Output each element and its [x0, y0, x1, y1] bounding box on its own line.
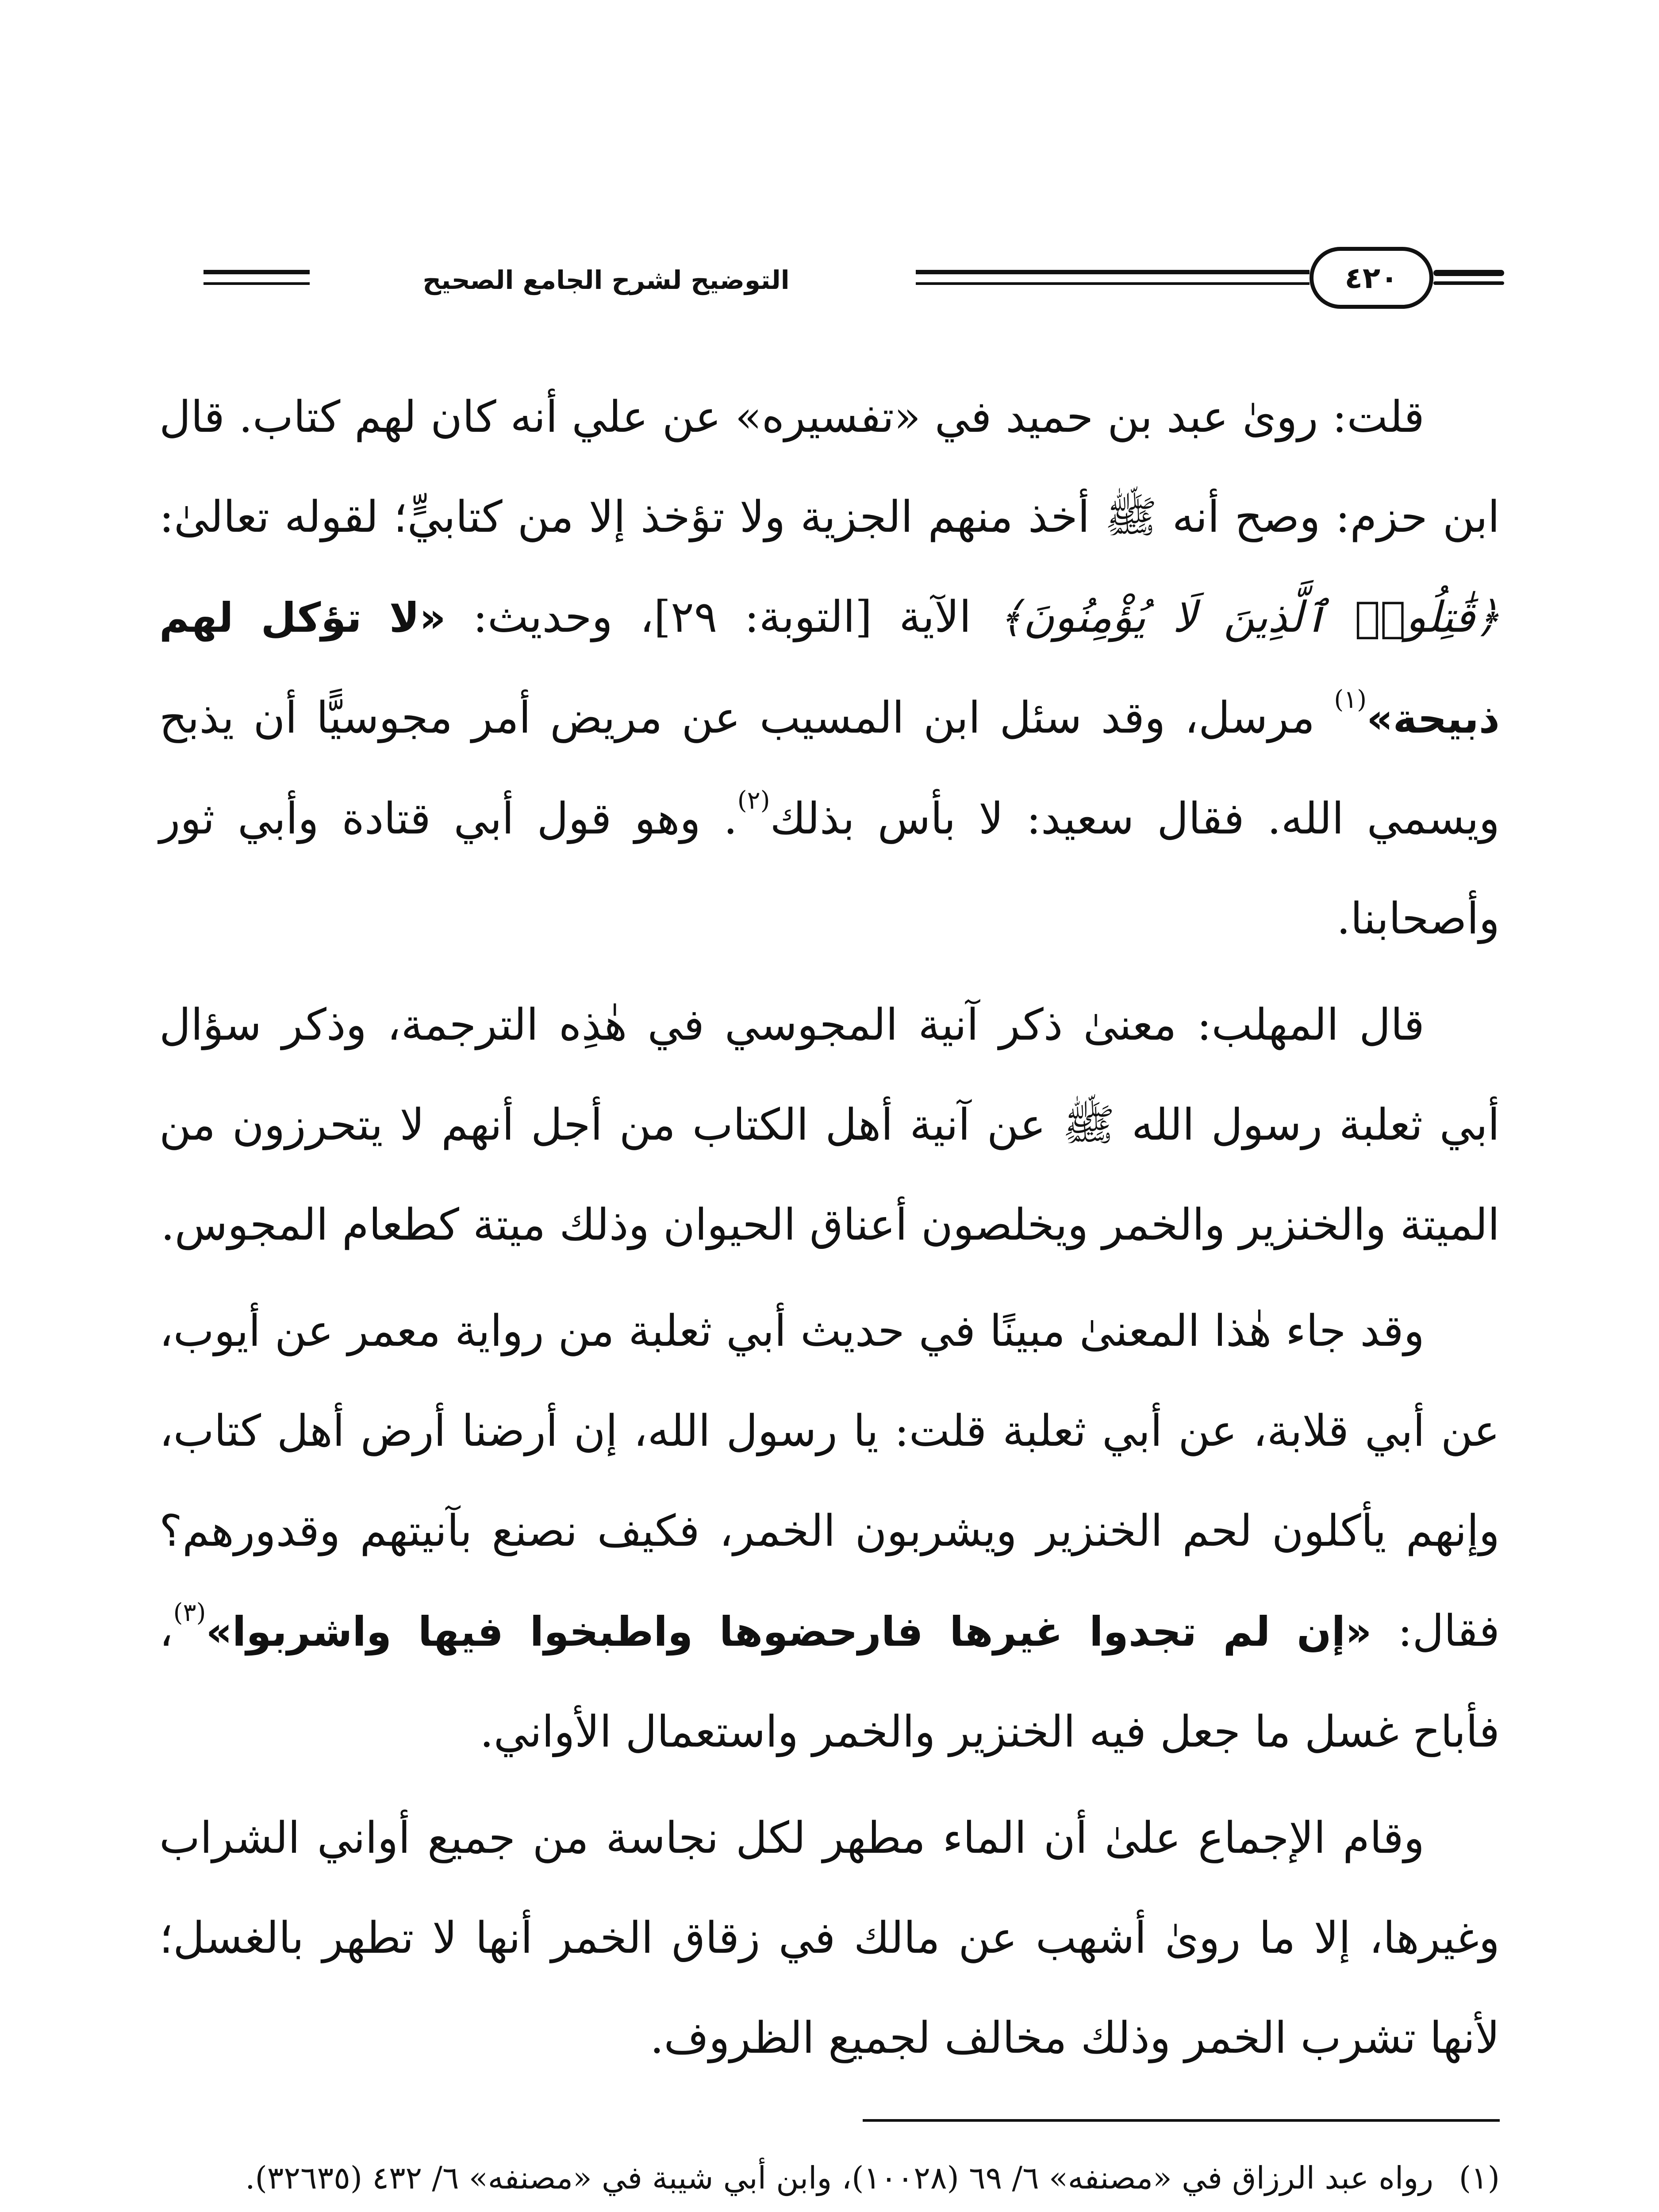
header-rule-middle-bottom [916, 282, 1310, 285]
paragraph-4: وقام الإجماع علىٰ أن الماء مطهر لكل نجاسة من جميع أواني الشراب وغيرها، إلا ما روىٰ أشهب عن مالك في زقاق الخمر أنها لا تطهر بالغسل؛ لأنها تشرب الخمر وذلك مخالف لجميع الظروف. [159, 1813, 1500, 2063]
footnote-ref-2[interactable]: (٢) [737, 786, 770, 815]
page-number: ٤٢٠ [1344, 261, 1398, 295]
paragraph-1-text-3: مرسل، وقد سئل ابن المسيب عن مريض أمر مجوسيًّا أن يذبح ويسمي الله. فقال سعيد: لا بأس بذلك [159, 693, 1500, 844]
footnote-ref-3[interactable]: (٣) [173, 1598, 206, 1627]
footnote-separator [863, 2119, 1500, 2122]
header-rule-left-top [204, 270, 310, 274]
footnote-2 [159, 2210, 1500, 2212]
paragraph-1 [159, 367, 1500, 969]
hadith-quote-2: «إن لم تجدوا غيرها فارحضوها واطبخوا فيها واشربوا» [206, 1608, 1372, 1655]
running-title: التوضيح لشرح الجامع الصحيح [422, 265, 790, 295]
paragraph-1-text: قلت: روىٰ عبد بن حميد في «تفسيره» عن علي أنه كان لهم كتاب. قال ابن حزم: وصح أنه ﷺ أخذ منهم الجزية ولا تؤخذ إلا من كتابيٍّ؛ لقوله تعالىٰ: [159, 392, 1500, 542]
paragraph-1-text-4: . وهو قول أبي قتادة وأبي ثور وأصحابنا. [159, 794, 1500, 944]
footnote-number [1447, 2210, 1500, 2212]
header-rule-left-bottom [204, 282, 310, 285]
paragraph-1-text-2: الآية [التوبة: ٢٩]، وحديث: [445, 592, 998, 642]
paragraph-3 [159, 1281, 1500, 1782]
footnotes [159, 2150, 1500, 2212]
main-text [159, 367, 1500, 2094]
hadith-quote-1: «لا تؤكل لهم ذبيحة» [159, 594, 1500, 742]
header-rule-middle-top [916, 270, 1310, 274]
footnote-number: (١) [1459, 2160, 1500, 2196]
page-number-badge [1310, 247, 1433, 309]
paragraph-3-text-2: ، فأباح غسل ما جعل فيه الخنزير والخمر واستعمال الأواني. [159, 1606, 1500, 1757]
badge-ornament-line-thin [1433, 281, 1504, 285]
footnote-text: رواه عبد الرزاق في «مصنفه» ٦/ ٦٩ (١٠٠٢٨)، وابن أبي شيبة في «مصنفه» ٦/ ٤٣٢ (٣٢٦٣٥). [245, 2160, 1433, 2196]
badge-ornament-line [1433, 270, 1504, 276]
footnote-ref-1[interactable]: (١) [1334, 685, 1367, 714]
paragraph-3-text: وقد جاء هٰذا المعنىٰ مبينًا في حديث أبي ثعلبة من رواية معمر عن أيوب، عن أبي قلابة، عن أبي ثعلبة قلت: يا رسول الله، إن أرضنا أرض أهل كتاب، وإنهم يأكلون لحم الخنزير ويشربون الخمر، فكيف نصنع بآنيتهم وقدورهم؟ فقال: [159, 1306, 1500, 1656]
footnote-1 [159, 2150, 1500, 2206]
quran-verse: ﴿قَٰتِلُوا۟ ٱلَّذِينَ لَا يُؤْمِنُونَ﴾ [998, 592, 1500, 642]
running-header [150, 239, 1504, 314]
paragraph-2: قال المهلب: معنىٰ ذكر آنية المجوسي في هٰذِه الترجمة، وذكر سؤال أبي ثعلبة رسول الله ﷺ عن آنية أهل الكتاب من أجل أنهم لا يتحرزون من الميتة والخنزير والخمر ويخلصون أعناق الحيوان وذلك ميتة كطعام المجوس. [159, 1000, 1500, 1250]
